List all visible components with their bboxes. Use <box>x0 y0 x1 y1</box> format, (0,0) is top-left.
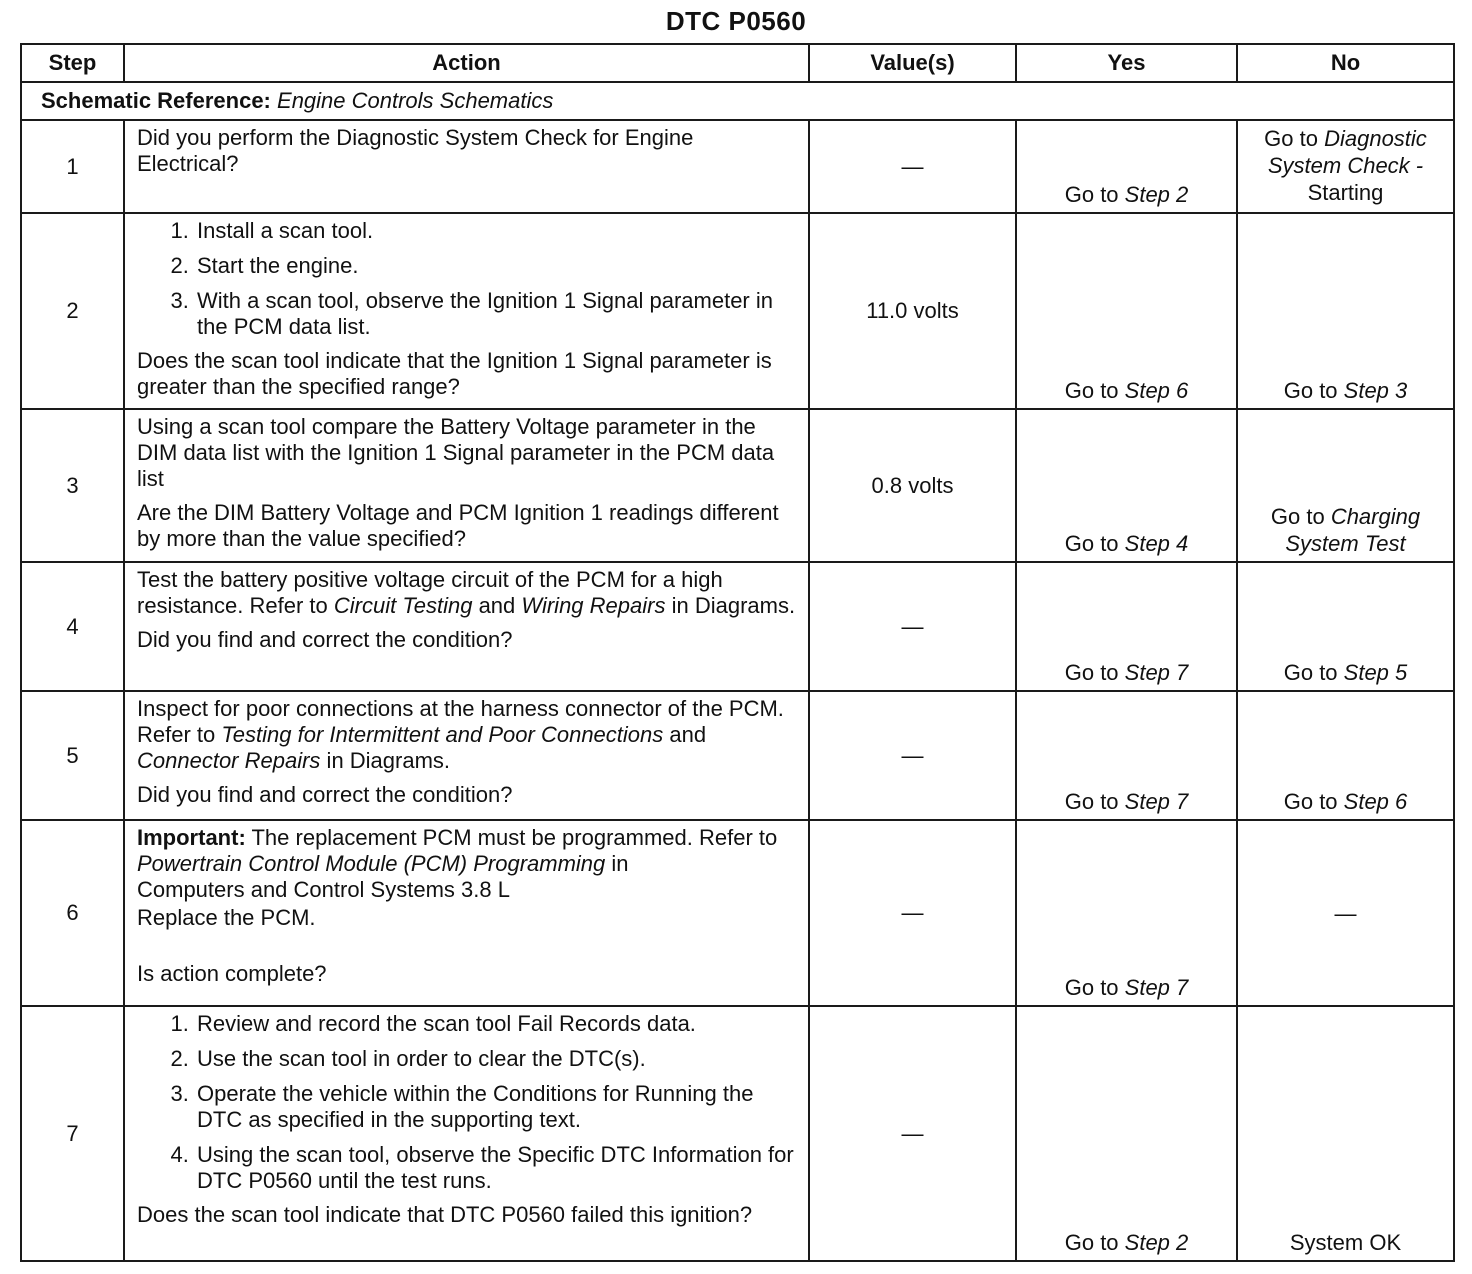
table-row <box>21 820 1454 1006</box>
reference-link[interactable]: Testing for Intermittent and Poor Connections <box>221 722 664 747</box>
yes-link[interactable]: Step 4 <box>1124 531 1189 556</box>
schematic-label: Schematic Reference: <box>41 88 271 113</box>
no-link[interactable]: Charging System Test <box>1285 504 1421 556</box>
no-cell <box>1237 562 1454 691</box>
action-text-part: The replacement PCM must be programmed. Refer to <box>245 825 778 850</box>
yes-cell <box>1016 691 1237 820</box>
action-cell <box>124 120 809 213</box>
reference-link[interactable]: Wiring Repairs <box>521 593 666 618</box>
table-row <box>21 691 1454 820</box>
header-no: No <box>1237 44 1454 82</box>
goto-text: Go to <box>1064 660 1125 685</box>
schematic-ref-link[interactable]: Engine Controls Schematics <box>277 88 554 113</box>
yes-cell <box>1016 213 1237 409</box>
reference-link[interactable]: Connector Repairs <box>137 748 321 773</box>
table-row <box>21 562 1454 691</box>
value-cell: — <box>809 120 1016 213</box>
header-row <box>21 44 1454 82</box>
list-item: 1. Review and record the scan tool Fail Records data. <box>195 1011 798 1037</box>
table-row <box>21 1006 1454 1261</box>
goto-text: Go to <box>1270 504 1331 529</box>
step-number: 5 <box>21 691 124 820</box>
action-question: Are the DIM Battery Voltage and PCM Ignition 1 readings different by more than the value specified? <box>137 500 779 551</box>
header-yes: Yes <box>1016 44 1237 82</box>
yes-cell <box>1016 409 1237 562</box>
action-cell <box>124 562 809 691</box>
action-cell <box>124 409 809 562</box>
header-step: Step <box>21 44 124 82</box>
step-number: 7 <box>21 1006 124 1261</box>
value-cell: — <box>809 1006 1016 1261</box>
yes-link[interactable]: Step 7 <box>1124 975 1189 1000</box>
action-question: Did you find and correct the condition? <box>137 782 513 807</box>
action-text: Using a scan tool compare the Battery Voltage parameter in the DIM data list with the Ignition 1 Signal parameter in the PCM data list <box>137 414 775 491</box>
schematic-reference-row <box>21 82 1454 120</box>
action-text-part: Computers and Control Systems 3.8 L <box>137 877 510 902</box>
step-number: 6 <box>21 820 124 1006</box>
action-text-part: in Diagrams. <box>320 748 451 773</box>
no-cell <box>1237 213 1454 409</box>
value-cell: 11.0 volts <box>809 213 1016 409</box>
no-cell: — <box>1237 820 1454 1006</box>
step-number: 1 <box>21 120 124 213</box>
action-question: Did you perform the Diagnostic System Check for Engine Electrical? <box>137 125 694 176</box>
action-cell <box>124 691 809 820</box>
procedure-list <box>137 1011 798 1194</box>
goto-text: Go to <box>1064 531 1125 556</box>
no-link[interactable]: Step 3 <box>1343 378 1408 403</box>
header-action: Action <box>124 44 809 82</box>
value-cell: — <box>809 820 1016 1006</box>
yes-link[interactable]: Step 6 <box>1124 378 1189 403</box>
conjunction: in <box>605 851 629 876</box>
important-label: Important: <box>137 825 246 850</box>
action-cell <box>124 213 809 409</box>
procedure-list <box>137 218 798 340</box>
yes-cell <box>1016 562 1237 691</box>
conjunction: and <box>663 722 707 747</box>
goto-text: Go to <box>1064 789 1125 814</box>
conjunction: and <box>472 593 522 618</box>
goto-text: Go to <box>1283 789 1344 814</box>
schematic-reference <box>21 82 1454 120</box>
yes-link[interactable]: Step 7 <box>1124 660 1189 685</box>
header-values: Value(s) <box>809 44 1016 82</box>
list-item: 1. Install a scan tool. <box>195 218 798 244</box>
yes-cell <box>1016 120 1237 213</box>
action-question: Does the scan tool indicate that DTC P0560 failed this ignition? <box>137 1202 753 1227</box>
action-text <box>137 696 798 774</box>
list-item: 4. Using the scan tool, observe the Specific DTC Information for DTC P0560 until the test runs. <box>195 1142 798 1194</box>
goto-text: Go to <box>1064 182 1125 207</box>
goto-text: Go to <box>1264 126 1325 151</box>
page-title: DTC P0560 <box>665 6 807 36</box>
goto-text: Go to <box>1283 660 1344 685</box>
reference-link[interactable]: Powertrain Control Module (PCM) Programming <box>137 851 606 876</box>
list-item: 3. Operate the vehicle within the Conditions for Running the DTC as specified in the supporting text. <box>195 1081 798 1133</box>
yes-cell <box>1016 820 1237 1006</box>
action-cell <box>124 1006 809 1261</box>
action-question: Is action complete? <box>137 961 327 986</box>
no-link[interactable]: Diagnostic System Check - <box>1267 126 1427 178</box>
action-text-part: Inspect for poor connections at the harness connector of the PCM. Refer to <box>137 696 784 747</box>
spacer <box>137 939 798 961</box>
no-cell <box>1237 409 1454 562</box>
action-text-part: Test the battery positive voltage circuit of the PCM for a high resistance. Refer to <box>137 567 723 618</box>
step-number: 4 <box>21 562 124 691</box>
goto-text: Go to <box>1064 378 1125 403</box>
table-row <box>21 409 1454 562</box>
no-link[interactable]: Step 6 <box>1343 789 1408 814</box>
value-cell: — <box>809 562 1016 691</box>
step-number: 3 <box>21 409 124 562</box>
yes-link[interactable]: Step 7 <box>1124 789 1189 814</box>
goto-text: Go to <box>1064 1230 1125 1255</box>
action-question: Does the scan tool indicate that the Ignition 1 Signal parameter is greater than the specified range? <box>137 348 772 399</box>
value-cell: 0.8 volts <box>809 409 1016 562</box>
no-cell <box>1237 691 1454 820</box>
goto-text: Go to <box>1064 975 1125 1000</box>
table-row <box>21 120 1454 213</box>
list-item: 3. With a scan tool, observe the Ignition 1 Signal parameter in the PCM data list. <box>195 288 798 340</box>
important-note <box>137 825 798 903</box>
list-item: 2. Start the engine. <box>195 253 798 279</box>
diagnostic-table <box>20 43 1455 1262</box>
goto-text: Go to <box>1283 378 1344 403</box>
action-text-part: in Diagrams. <box>665 593 796 618</box>
action-text: Replace the PCM. <box>137 905 316 930</box>
no-cell: System OK <box>1237 1006 1454 1261</box>
yes-cell <box>1016 1006 1237 1261</box>
list-item: 2. Use the scan tool in order to clear the DTC(s). <box>195 1046 798 1072</box>
no-cell <box>1237 120 1454 213</box>
no-link-suffix: Starting <box>1307 180 1384 205</box>
action-cell <box>124 820 809 1006</box>
reference-link[interactable]: Circuit Testing <box>333 593 473 618</box>
step-number: 2 <box>21 213 124 409</box>
yes-link[interactable]: Step 2 <box>1124 182 1189 207</box>
value-cell: — <box>809 691 1016 820</box>
action-question: Did you find and correct the condition? <box>137 627 513 652</box>
action-text <box>137 567 798 619</box>
yes-link[interactable]: Step 2 <box>1124 1230 1189 1255</box>
table-row <box>21 213 1454 409</box>
no-link[interactable]: Step 5 <box>1343 660 1408 685</box>
